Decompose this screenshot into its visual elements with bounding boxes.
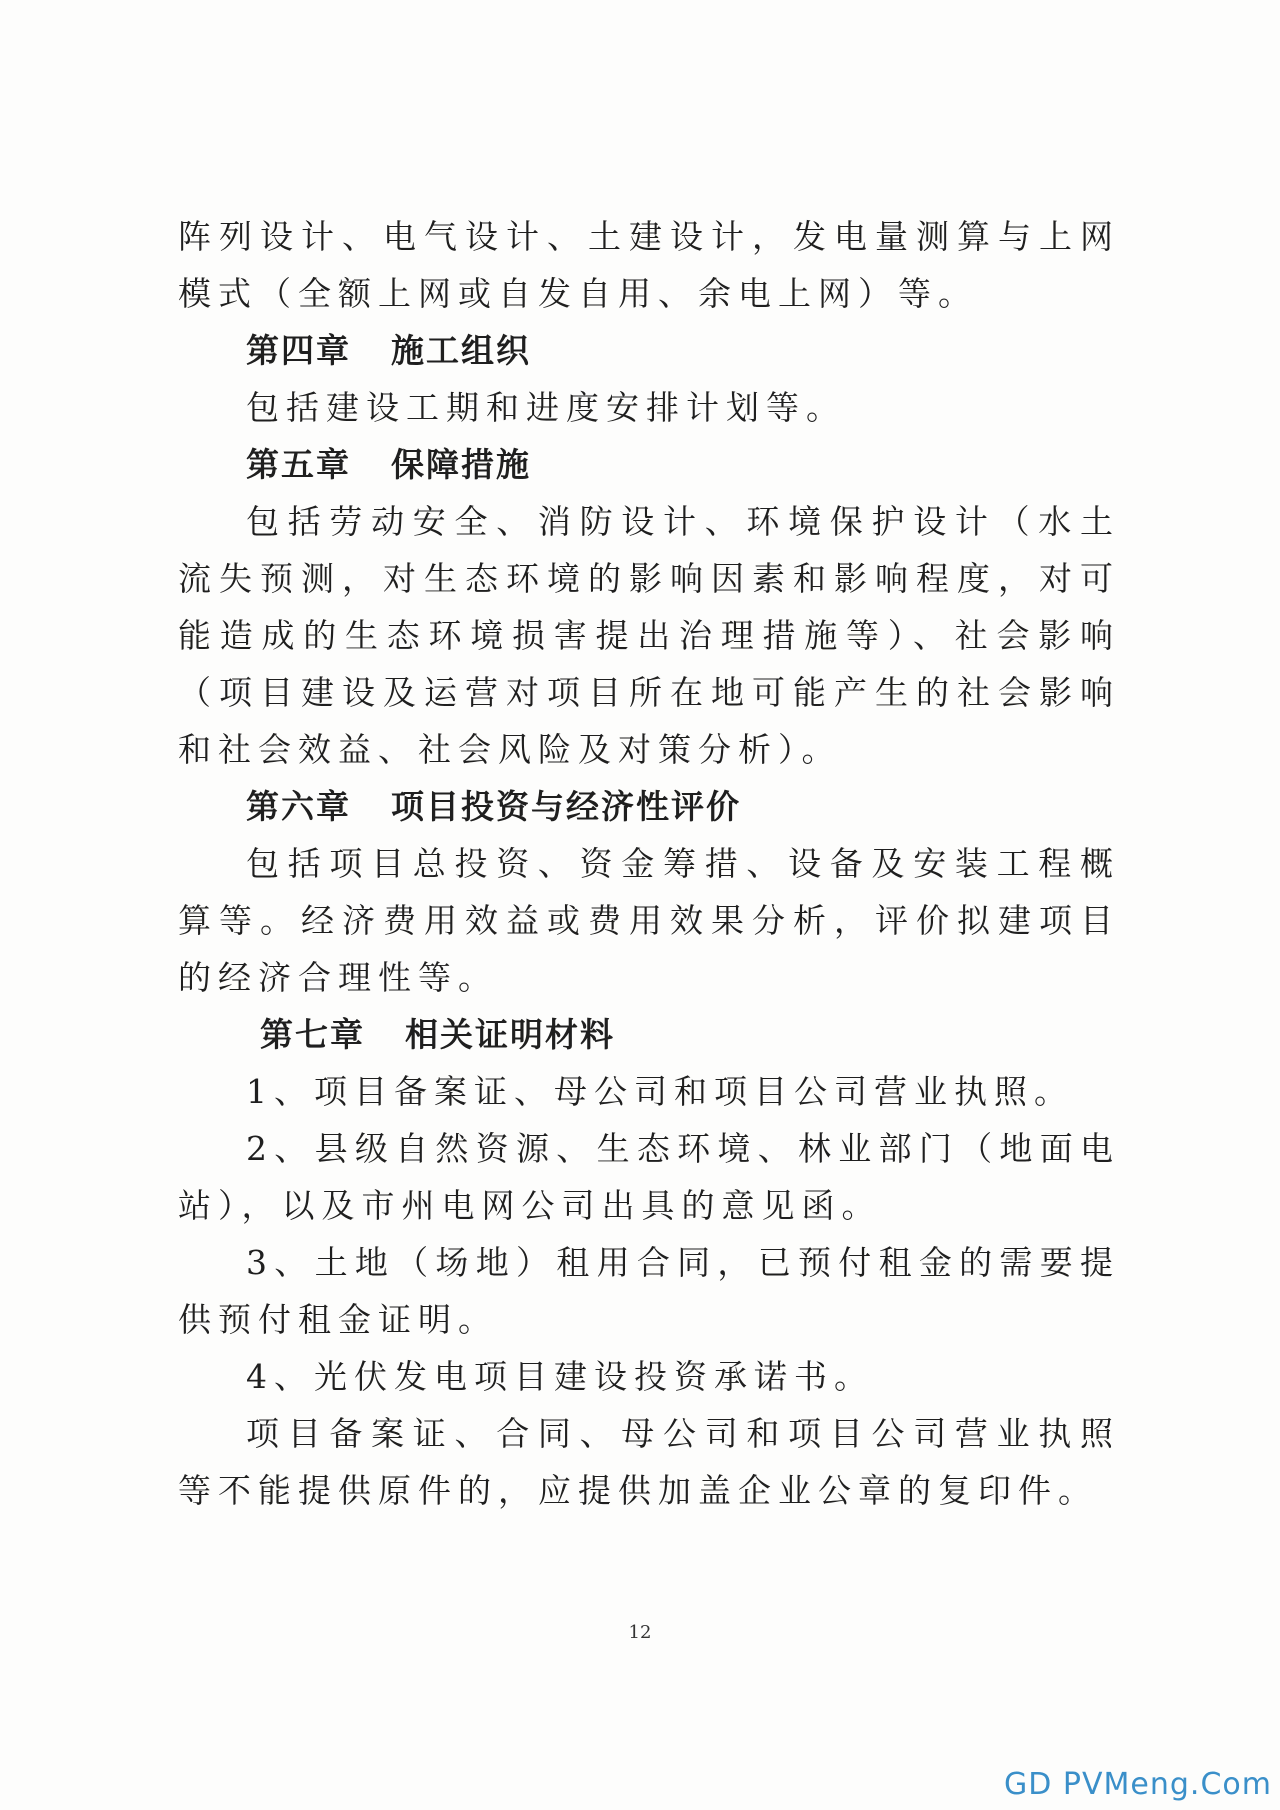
chapter-7-heading [178,1006,1120,1063]
paragraph-array-design: 阵列设计、电气设计、土建设计，发电量测算与上网模式（全额上网或自发自用、余电上网）等。 [178,217,1120,313]
chapter-5-heading [178,436,1120,493]
chapter-7-name: 相关证明材料 [405,1015,615,1054]
chapter-7-number: 第七章 [260,1015,365,1054]
paragraph-safeguards: 包括劳动安全、消防设计、环境保护设计（水土流失预测，对生态环境的影响因素和影响程度，对可能造成的生态环境损害提出治理措施等）、社会影响（项目建设及运营对项目所在地可能产生的社会影响和社会效益、社会风险及对策分析）。 [178,502,1120,769]
chapter-5-number: 第五章 [246,445,351,484]
chapter-6-number: 第六章 [246,787,351,826]
chapter-4-heading [178,322,1120,379]
chapter-4-name: 施工组织 [391,331,531,370]
paragraph-construction: 包括建设工期和进度安排计划等。 [246,388,846,427]
list-item-2: 2、县级自然资源、生态环境、林业部门（地面电站），以及市州电网公司出具的意见函。 [178,1129,1120,1225]
list-item-3: 3、土地（场地）租用合同，已预付租金的需要提供预付租金证明。 [178,1243,1120,1339]
paragraph-copies-note: 项目备案证、合同、母公司和项目公司营业执照等不能提供原件的，应提供加盖企业公章的复印件。 [178,1414,1120,1510]
chapter-5-name: 保障措施 [391,445,531,484]
page-number: 12 [628,1622,652,1643]
chapter-4-number: 第四章 [246,331,351,370]
watermark: GD PVMeng.Com [1004,1767,1272,1802]
document-body [178,208,1120,1519]
list-item-1: 1、项目备案证、母公司和项目公司营业执照。 [246,1072,1074,1111]
chapter-6-name: 项目投资与经济性评价 [391,787,741,826]
paragraph-investment: 包括项目总投资、资金筹措、设备及安装工程概算等。经济费用效益或费用效果分析，评价拟建项目的经济合理性等。 [178,844,1120,997]
list-item-4: 4、光伏发电项目建设投资承诺书。 [246,1357,874,1396]
chapter-6-heading [178,778,1120,835]
